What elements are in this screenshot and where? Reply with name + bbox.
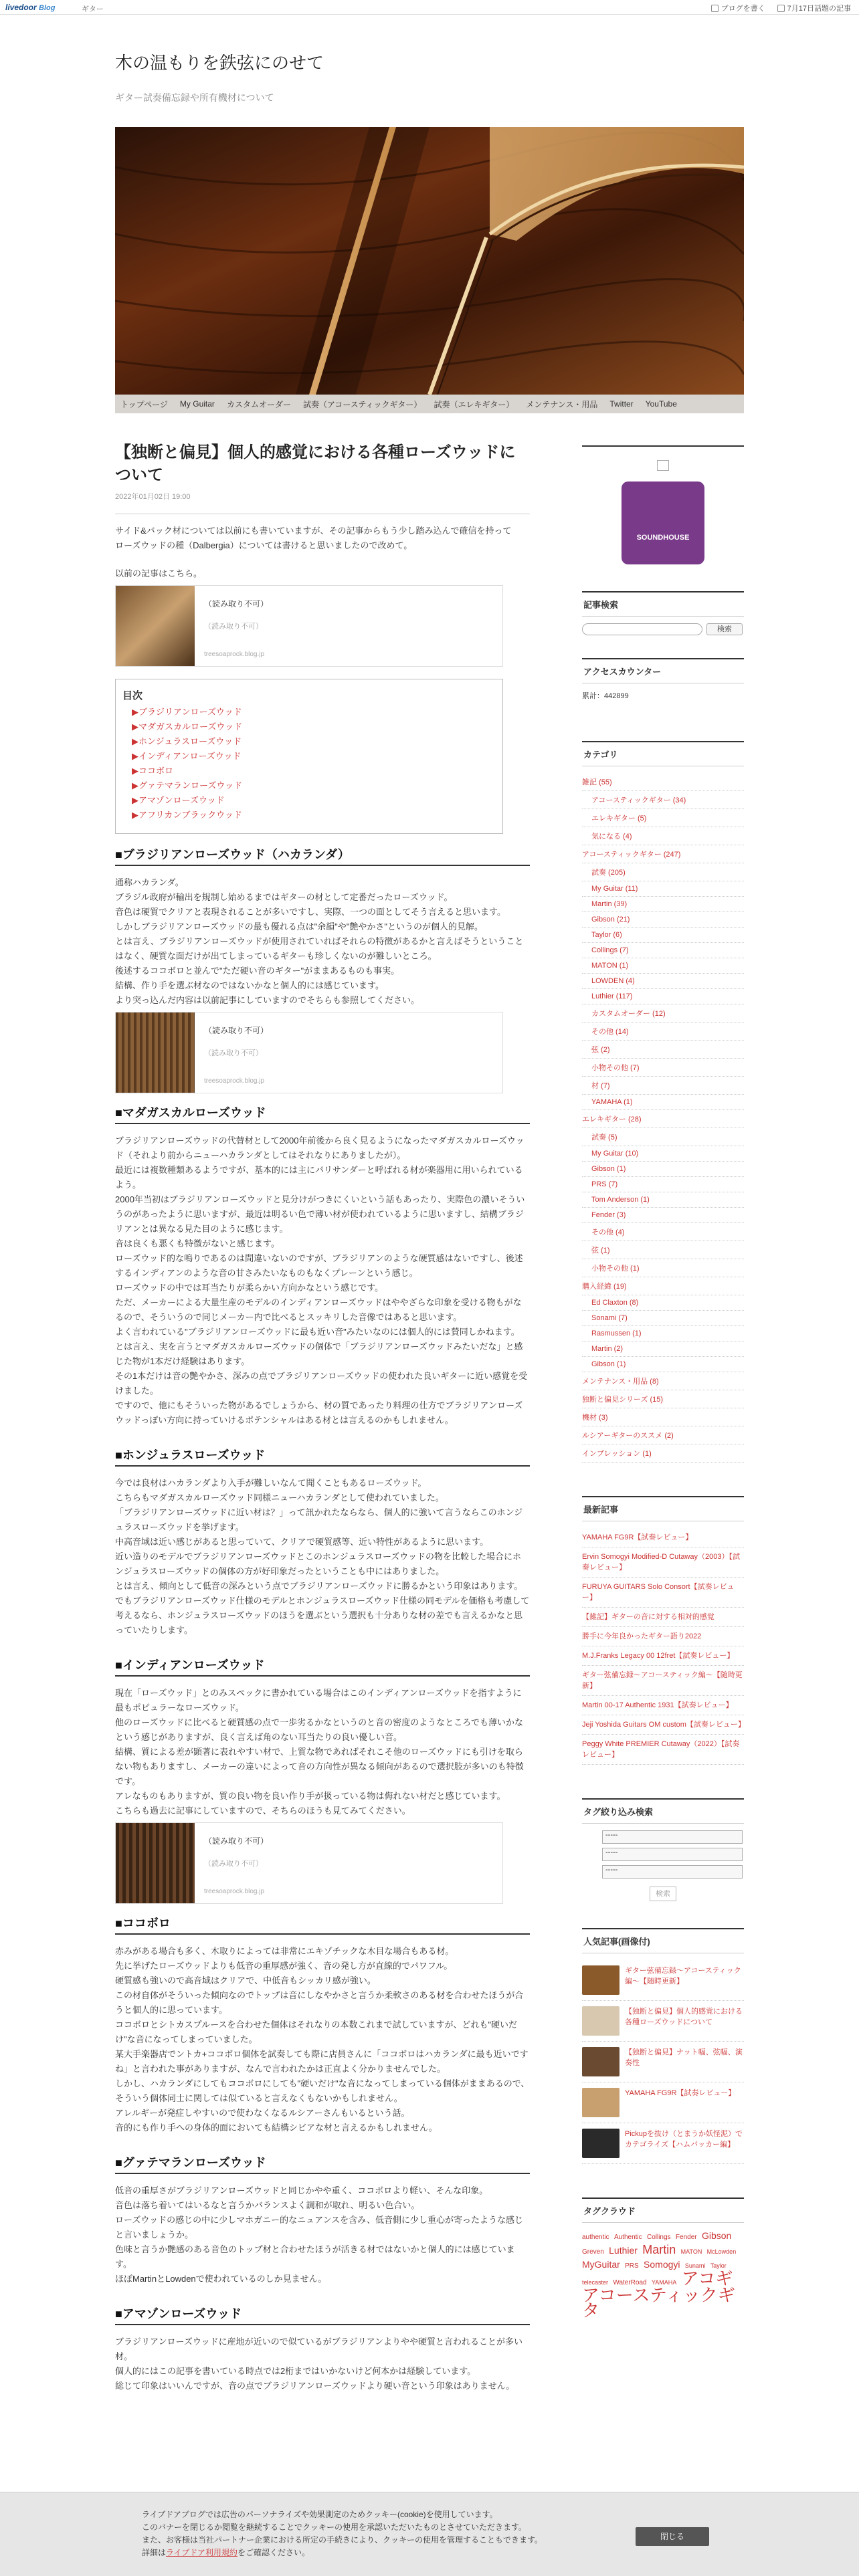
paragraph: 結構、作り手を選ぶ材なのではないかなと個人的には感じています。 [115, 980, 384, 990]
paragraph: ですので、他にもそういった物があるでしょうから、材の質であったり料理の仕方でブラジリアンローズウッドっぽい方向に持っていけるポテンシャルはある材とは言えるのかもしれません。 [115, 1400, 523, 1425]
category-list [582, 773, 744, 1463]
access-counter: 累計：442899 [582, 692, 629, 700]
paragraph: こちらもマダガスカルローズウッド同様ニューハカランダとして使われていました。 [115, 1493, 444, 1503]
cookie-text: また、お客様は当社パートナー企業における所定の手続きにより、クッキーの使用を管理することもできます。 [142, 2535, 543, 2545]
recent-article-link[interactable]: 【雑記】ギターの音に対する相対的感覚 [582, 1608, 744, 1627]
card-title: （読み取り不可） [204, 599, 269, 609]
category-item[interactable]: アコースティックギター (34) [582, 791, 744, 809]
toc-item[interactable]: ▶ホンジュラスローズウッド [132, 736, 242, 746]
category-item[interactable]: 購入経緯 (19) [582, 1277, 744, 1295]
popular-item[interactable] [582, 1960, 744, 2001]
category-item[interactable]: 試奏 (5) [582, 1128, 744, 1146]
category-item[interactable]: カスタムオーダー (12) [582, 1004, 744, 1023]
recent-article-link[interactable]: Martin 00-17 Authentic 1931【試奏レビュー】 [582, 1696, 744, 1715]
recent-article-link[interactable]: YAMAHA FG9R【試奏レビュー】 [582, 1528, 744, 1547]
paragraph: とは言え、ブラジリアンローズウッドが使用されていればそれらの特徴があるかと言えばそうということはなく、硬質な面だけが出てしまっているギターも珍しくないのが難しいところ。 [115, 936, 524, 961]
category-item[interactable]: その他 (4) [582, 1223, 744, 1241]
category-item[interactable]: メンテナンス・用品 (8) [582, 1372, 744, 1390]
paragraph: ココボロとシトカスプルースを合わせた個体はそれなりの本数これまで試していますが、どれも"硬いだけ"な音になってしまっていました。 [115, 2020, 518, 2044]
tag-link[interactable]: Taylor [710, 2262, 727, 2269]
tag-link[interactable]: Martin [642, 2243, 676, 2256]
paragraph: 低音の重厚さがブラジリアンローズウッドと同じかやや重く、ココボロより軽い、そんな印象。 [115, 2185, 488, 2195]
category-item[interactable]: My Guitar (11) [582, 881, 744, 897]
paragraph: ローズウッドの感じの中に少しマホガニー的なニュアンスを含み、低音側に少し重心が寄ったような感じと言いましょうか。 [115, 2215, 523, 2240]
popular-title: 【独断と偏見】個人的感覚における各種ローズウッドについて [625, 2008, 743, 2026]
paragraph: 総じて印象はいいんですが、音の点でブラジリアンローズウッドより硬い音という印象はありません。 [115, 2381, 515, 2391]
nav-twitter[interactable]: Twitter [609, 399, 634, 409]
cookie-banner [0, 2492, 859, 2576]
paragraph: 結構、質による差が顕著に表れやすい材で、上質な物であればそれこそ他のローズウッドにも引けを取らない物もありますし、メーカーの違いによって音の方向性が異なる傾向があるので選択肢が多いのも特徴です。 [115, 1747, 524, 1786]
popular-title: ギター弦備忘録〜アコースティック編〜【随時更新】 [625, 1967, 741, 1985]
category-item[interactable]: 独断と偏見シリーズ (15) [582, 1390, 744, 1408]
category-item[interactable]: 弦 (1) [582, 1241, 744, 1259]
category-item[interactable]: 小物その他 (7) [582, 1059, 744, 1077]
top-bar [0, 0, 859, 15]
recent-heading: 最新記事 [582, 1496, 744, 1521]
category-item[interactable]: Fender (3) [582, 1208, 744, 1223]
paragraph: 某大手楽器店でントカ+ココボロ個体を試奏しても際に店員さんに「ココボロはハカランダに最も近いですね」と言われた事がありますが、なんで言われたかは正直よく分かりませんでした。 [115, 2049, 529, 2074]
category-item[interactable]: 気になる (4) [582, 827, 744, 845]
popular-item[interactable] [582, 2082, 744, 2123]
paragraph: 後述するココボロと並んで"ただ硬い音のギター"がままあるものも事実。 [115, 966, 400, 976]
toc-item[interactable]: ▶マダガスカルローズウッド [132, 722, 243, 732]
cookie-text: ライブドアブログでは広告のパーソナライズや効果測定のためクッキー(cookie)を使用しています。 [142, 2510, 498, 2519]
tag-link[interactable]: authentic [582, 2234, 609, 2241]
category-item[interactable]: 弦 (2) [582, 1041, 744, 1059]
paragraph: ブラジル政府が輸出を規制し始めるまではギターの材として定番だったローズウッド。 [115, 892, 453, 902]
category-item[interactable]: Martin (39) [582, 897, 744, 912]
paragraph: その1本だけは音の艶やかさ、深みの点でブラジリアンローズウッドの使われた良いギターに近い感覚を受けました。 [115, 1371, 528, 1396]
tag-link[interactable]: MyGuitar [582, 2259, 620, 2270]
paragraph: しかしブラジリアンローズウッドの最も優れる点は"余韻"や"艶やかさ"というのが個人的見解。 [115, 922, 484, 932]
category-item[interactable]: My Guitar (10) [582, 1146, 744, 1162]
category-item[interactable]: Sonami (7) [582, 1311, 744, 1326]
popular-thumbnail [582, 2006, 619, 2036]
card-url: treesoaprock.blog.jp [204, 1077, 265, 1085]
search-input[interactable] [582, 623, 702, 635]
article-title[interactable]: 【独断と偏見】個人的感覚における各種ローズウッドについて [115, 443, 516, 484]
category-item[interactable]: Tom Anderson (1) [582, 1192, 744, 1208]
tag-link[interactable]: McLowden [706, 2248, 737, 2255]
livedoor-logo[interactable] [5, 3, 55, 12]
popular-thumbnail [582, 2088, 619, 2117]
toc-title: 目次 [122, 690, 143, 702]
tag-link[interactable]: Greven [582, 2248, 604, 2256]
toc-item[interactable]: ▶インディアンローズウッド [132, 751, 242, 761]
card-url: treesoaprock.blog.jp [204, 1888, 265, 1895]
paragraph: 中高音域は近い感じがあると思っていて、クリアで硬質感等、近い特性があるように思います。 [115, 1537, 489, 1547]
paragraph: でもブラジリアンローズウッド仕様のモデルとホンジュラスローズウッド仕様の同モデルを価格も考慮して考えるなら、ホンジュラスローズウッドのほうを選ぶという選択も十分ありな材の差でも言えるかなと思っていたりします。 [115, 1596, 530, 1635]
soundhouse-banner[interactable]: SOUNDHOUSE [622, 481, 704, 564]
paragraph: 音色は硬質でクリアと表現されることが多いですし、実際、一つの面としてそう言えると思います。 [115, 907, 506, 917]
popular-title: 【独断と偏見】ナット幅、弦幅、演奏性 [625, 2048, 743, 2067]
toc-item[interactable]: ▶アマゾンローズウッド [132, 795, 225, 805]
section-heading: ■ブラジリアンローズウッド（ハカランダ） [115, 847, 530, 866]
paragraph: 通称ハカランダ。 [115, 877, 184, 887]
paragraph: しかし、ハカランダにしてもココボロにしても"硬いだけ"な音になってしまっている個体がままあるので、そういう個体同士に関しては似ていると言えなくもないかもしれません。 [115, 2078, 530, 2103]
toc-item[interactable]: ▶ココボロ [132, 766, 173, 776]
cookie-text: 詳細は [142, 2548, 167, 2557]
tag-link[interactable]: YAMAHA [651, 2279, 677, 2286]
nav-top[interactable]: トップページ [120, 399, 168, 409]
popular-thumbnail [582, 2047, 619, 2076]
counter-heading: アクセスカウンター [582, 658, 744, 683]
paragraph: 硬質感も強いので高音域はクリアで、中低音もシッカリ感が強い。 [115, 1975, 376, 1985]
section-heading: ■インディアンローズウッド [115, 1658, 530, 1677]
paragraph: 現在「ローズウッド」とのみスペックに書かれている場合はこのインディアンローズウッドを指すように最もポピュラーなローズウッド。 [115, 1688, 522, 1713]
section-heading: ■マダガスカルローズウッド [115, 1105, 530, 1124]
write-blog-link[interactable]: ブログを書く [711, 3, 765, 13]
category-item[interactable]: LOWDEN (4) [582, 974, 744, 989]
paragraph: ただ、メーカーによる大量生産のモデルのインディアンローズウッドはややざらな印象を受ける物もがなるので、そういうので同じメーカー内で比べるとスッキリした音像ではあると思います。 [115, 1297, 522, 1322]
popular-thumbnail [582, 1965, 619, 1995]
table-of-contents [115, 679, 503, 834]
popular-list [582, 1960, 744, 2164]
recent-article-link[interactable]: Peggy White PREMIER Cutaway（2022）【試奏レビュー】 [582, 1735, 744, 1765]
category-item[interactable]: インプレッション (1) [582, 1444, 744, 1463]
terms-link[interactable]: ライブドア利用規約 [166, 2548, 237, 2557]
tag-cloud-heading: タグクラウド [582, 2197, 744, 2223]
brand-name: livedoor [5, 3, 37, 12]
header-guitar-image [115, 127, 744, 395]
paragraph: 個人的にはこの記事を書いている時点では2桁まではいかないけど何本かは経験しています。 [115, 2366, 476, 2376]
tag-search-button[interactable]: 検索 [650, 1887, 676, 1901]
card-desc: （読み取り不可） [204, 1049, 263, 1057]
paragraph: 赤みがある場合も多く、木取りによっては非常にエキゾチックな木目な場合もある材。 [115, 1946, 454, 1956]
blog-card[interactable] [115, 585, 503, 667]
category-item[interactable]: Gibson (1) [582, 1162, 744, 1177]
popular-item[interactable] [582, 2123, 744, 2164]
tag-link[interactable]: Authentic [613, 2234, 642, 2241]
paragraph: よく言われている"ブラジリアンローズウッドに最も近い音"みたいなのには個人的には賛同しかねます。 [115, 1327, 520, 1337]
paragraph: ほぼMartinとLowdenで使われているのしか見ません。 [115, 2274, 327, 2284]
paragraph: 今では良材はハカランダより入手が難しいなんて聞くこともあるローズウッド。 [115, 1478, 427, 1488]
popular-title: Pickupを抜け（とまうか妖怪泥）でカテゴライズ【ハムバッカー編】 [625, 2130, 743, 2149]
paragraph: こちらも過去に記事にしていますので、そちらのほうも見てみてください。 [115, 1806, 411, 1816]
category-item[interactable]: Ed Claxton (8) [582, 1295, 744, 1311]
tag-link[interactable]: telecaster [582, 2279, 609, 2286]
paragraph: ブラジリアンローズウッドに産地が近いので似ているがブラジリアンよりやや硬質と言われることが多い材。 [115, 2337, 523, 2361]
card-title: （読み取り不可） [204, 1026, 269, 1035]
paragraph: とは言え、実を言うとマダガスカルローズウッドの個体で「ブラジリアンローズウッドみたいだな」と感じた物が1本だけ経験はあります。 [115, 1341, 523, 1366]
category-item[interactable]: 小物その他 (1) [582, 1259, 744, 1277]
popular-heading: 人気記事(画像付) [582, 1928, 744, 1953]
nav-electric-trial[interactable]: 試奏（エレキギター） [434, 399, 514, 409]
calendar-icon [777, 5, 785, 12]
tag-select[interactable]: ----- [602, 1830, 743, 1844]
card-thumbnail [116, 1012, 195, 1093]
category-item[interactable]: Gibson (1) [582, 1357, 744, 1372]
intro-line: ローズウッドの種（Dalbergia）については書けると思いましたので改めて。 [115, 540, 413, 550]
recent-list [582, 1528, 744, 1765]
paragraph: 色味と言うか艶感のある音色のトップ材と合わせたほうが活きる材ではないかと個人的には感じています。 [115, 2244, 515, 2269]
tag-search-heading: タグ絞り込み検索 [582, 1798, 744, 1824]
category-item[interactable]: アコースティックギター (247) [582, 845, 744, 863]
category-item[interactable]: エレキギター (28) [582, 1110, 744, 1128]
section-heading: ■アマゾンローズウッド [115, 2306, 530, 2325]
trend-link[interactable]: 7月17日話題の記事 [777, 3, 851, 13]
card-desc: （読み取り不可） [204, 1860, 263, 1868]
toc-item[interactable]: ▶ブラジリアンローズウッド [132, 707, 242, 717]
category-item[interactable]: 材 (7) [582, 1077, 744, 1095]
paragraph: 近い造りのモデルでブラジリアンローズウッドとこのホンジュラスローズウッドの物を比較した場合にホンジュラスローズウッドの個体の方が好印象だったということも中にはありました。 [115, 1551, 522, 1576]
article-main [115, 441, 530, 2393]
pencil-icon [711, 5, 719, 12]
toc-item[interactable]: ▶グァテマランローズウッド [132, 780, 243, 790]
paragraph: とは言え、傾向として低音の深みという点でブラジリアンローズウッドに勝るかという印象はあります。 [115, 1581, 523, 1591]
blog-card[interactable] [115, 1822, 503, 1904]
nav-maintenance[interactable]: メンテナンス・用品 [526, 399, 598, 409]
category-item[interactable]: MATON (1) [582, 958, 744, 974]
recent-article-link[interactable]: FURUYA GUITARS Solo Consort【試奏レビュー】 [582, 1578, 744, 1608]
category-item[interactable]: ルシアーギターのススメ (2) [582, 1426, 744, 1444]
category-item[interactable]: Rasmussen (1) [582, 1326, 744, 1341]
search-heading: 記事検索 [582, 591, 744, 617]
recent-article-link[interactable]: ギター弦備忘録〜アコースティック編〜【随時更新】 [582, 1666, 744, 1696]
category-item[interactable]: 試奏 (205) [582, 863, 744, 881]
category-item[interactable]: その他 (14) [582, 1023, 744, 1041]
card-url: treesoaprock.blog.jp [204, 651, 265, 658]
banner-area [582, 445, 744, 564]
popular-thumbnail [582, 2129, 619, 2158]
intro-line: サイド&バック材については以前にも書いていますが、その記事からもう少し踏み込んで確信を持って [115, 526, 512, 536]
paragraph: アレルギーが発症しやすいので使わなくなるルシアーさんもいるという話。 [115, 2108, 410, 2118]
paragraph: 2000年当初はブラジリアンローズウッドと見分けがつきにくいという話もあったり、実際色の濃いそういうのがあったように思いますが、最近は明るい色で薄い材が使われているように思いますし、結構ブラジリアンとは異なる見た目のように感じます。 [115, 1194, 525, 1234]
sidebar [582, 445, 744, 2320]
paragraph: アレなものもありますが、質の良い物を良い作り手が扱っている物は侮れない材だと感じています。 [115, 1791, 506, 1801]
paragraph: 「ブラジリアンローズウッドに近い材は？」って訊かれたならなら、個人的に強いて言うならこのホンジュラスローズウッドを挙げます。 [115, 1507, 523, 1532]
category-item[interactable]: Taylor (6) [582, 928, 744, 943]
tag-link[interactable]: Fender [675, 2234, 697, 2241]
cookie-text: をご確認ください。 [237, 2548, 310, 2557]
recent-article-link[interactable]: Jeji Yoshida Guitars OM custom【試奏レビュー】 [582, 1715, 744, 1735]
card-thumbnail [116, 1823, 195, 1903]
category-item[interactable]: YAMAHA (1) [582, 1095, 744, 1110]
recent-article-link[interactable]: M.J.Franks Legacy 00 12fret【試奏レビュー】 [582, 1646, 744, 1666]
tag-link[interactable]: Gibson [701, 2230, 732, 2241]
tag-link[interactable]: Luthier [609, 2245, 638, 2256]
nav-custom-order[interactable]: カスタムオーダー [226, 399, 291, 409]
brand-sub: Blog [39, 4, 56, 12]
category-item[interactable]: エレキギター (5) [582, 809, 744, 827]
category-item[interactable]: 機材 (3) [582, 1408, 744, 1426]
category-item[interactable]: 雑記 (55) [582, 773, 744, 791]
category-heading: カテゴリ [582, 741, 744, 766]
paragraph: この材自体がそういった傾向なのでトップは音にしなやかさと言うか柔軟さのある材を合わせたほうが合うと個人的に思っています。 [115, 1990, 524, 2015]
popular-title: YAMAHA FG9R【試奏レビュー】 [625, 2089, 736, 2097]
nav-acoustic-trial[interactable]: 試奏（アコースティックギター） [302, 399, 422, 409]
paragraph: ローズウッド的な鳴りであるのは間違いないのですが、ブラジリアンのような硬質感はないですし、後述するインディアンのような音の甘さみたいなものもなくプレーンという感じ。 [115, 1253, 523, 1278]
tag-link[interactable]: Sunami [684, 2262, 706, 2269]
paragraph: 他のローズウッドに比べると硬質感の点で一歩劣るかなというのと音の密度のようなところでも薄いかなという感じがありますが、良く言えば角のない耳当たりの良い優しい音。 [115, 1717, 523, 1742]
popular-item[interactable] [582, 2001, 744, 2042]
tag-link[interactable]: WaterRoad [613, 2279, 647, 2286]
blog-description: ギター試奏備忘録や所有機材について [115, 92, 274, 103]
nav-my-guitar[interactable]: My Guitar [179, 399, 215, 409]
tag-select[interactable]: ----- [602, 1848, 743, 1861]
card-title: （読み取り不可） [204, 1836, 269, 1846]
category-item[interactable]: Gibson (21) [582, 912, 744, 928]
recent-article-link[interactable]: Ervin Somogyi Modified-D Cutaway（2003）【試奏レビュー】 [582, 1547, 744, 1578]
paragraph: 最近には複数種類あるようですが、基本的には主にパリサンダーと呼ばれる材が楽器用に用いられているよう。 [115, 1165, 523, 1190]
recent-article-link[interactable]: 勝手に今年良かったギター語り2022 [582, 1627, 744, 1646]
category-item[interactable]: Martin (2) [582, 1341, 744, 1357]
section-heading: ■ココボロ [115, 1916, 530, 1935]
cookie-close-button[interactable]: 閉じる [636, 2527, 709, 2546]
paragraph: ローズウッドの中では耳当たりが柔らかい方向かなという感じです。 [115, 1283, 384, 1293]
tag-link[interactable]: Somogyi [644, 2259, 680, 2270]
paragraph: 音色は落ち着いてはいるなと言うかバランスよく調和が取れ、明るい色合い。 [115, 2200, 420, 2210]
paragraph: 先に挙げたローズウッドよりも低音の重厚感が強く、音の発し方が直線的でパワフル。 [115, 1961, 453, 1971]
global-nav [115, 395, 744, 413]
tag-link[interactable]: PRS [625, 2262, 639, 2270]
paragraph: ブラジリアンローズウッドの代替材として2000年前後から良く見るようになったマダガスカルローズウッド（それより前からニューハカランダとしてはそれなりにありましたが）。 [115, 1136, 524, 1160]
tag-link[interactable]: MATON [680, 2248, 702, 2255]
cookie-text: このバナーを閉じるか閲覧を継続することでクッキーの使用を承認いただいたものとさせていただきます。 [142, 2523, 527, 2532]
tag-link[interactable]: Collings [646, 2234, 671, 2241]
popular-item[interactable] [582, 2042, 744, 2082]
card-desc: （読み取り不可） [204, 623, 263, 631]
card-thumbnail [116, 586, 195, 666]
tag-select[interactable]: ----- [602, 1865, 743, 1879]
paragraph: 音的にも作り手への身体的面においても結構シビアな材と言えるかもしれません。 [115, 2123, 438, 2133]
paragraph: 音は良くも悪くも特徴がないと感じます。 [115, 1239, 280, 1249]
search-button[interactable]: 検索 [706, 623, 743, 635]
toc-item[interactable]: ▶アフリカンブラックウッド [132, 810, 242, 820]
tag-link[interactable]: アコースティックギタ [582, 2285, 735, 2321]
paragraph: より突っ込んだ内容は以前記事にしていますのでそちらも参照してください。 [115, 995, 420, 1005]
category-item[interactable]: Collings (7) [582, 943, 744, 958]
genre-label[interactable]: ギター [82, 5, 104, 13]
tag-link[interactable]: アコギ [681, 2268, 733, 2288]
tag-cloud [582, 2230, 744, 2320]
broken-image-icon [657, 460, 669, 471]
nav-youtube[interactable]: YouTube [645, 399, 677, 409]
category-item[interactable]: PRS (7) [582, 1177, 744, 1192]
article-date: 2022年01月02日 19:00 [115, 493, 191, 501]
blog-title[interactable]: 木の温もりを鉄弦にのせて [115, 53, 324, 73]
prev-article-note: 以前の記事はこちら。 [115, 568, 203, 578]
section-heading: ■グァテマランローズウッド [115, 2155, 530, 2174]
blog-card[interactable] [115, 1012, 503, 1093]
section-heading: ■ホンジュラスローズウッド [115, 1448, 530, 1467]
category-item[interactable]: Luthier (117) [582, 989, 744, 1004]
